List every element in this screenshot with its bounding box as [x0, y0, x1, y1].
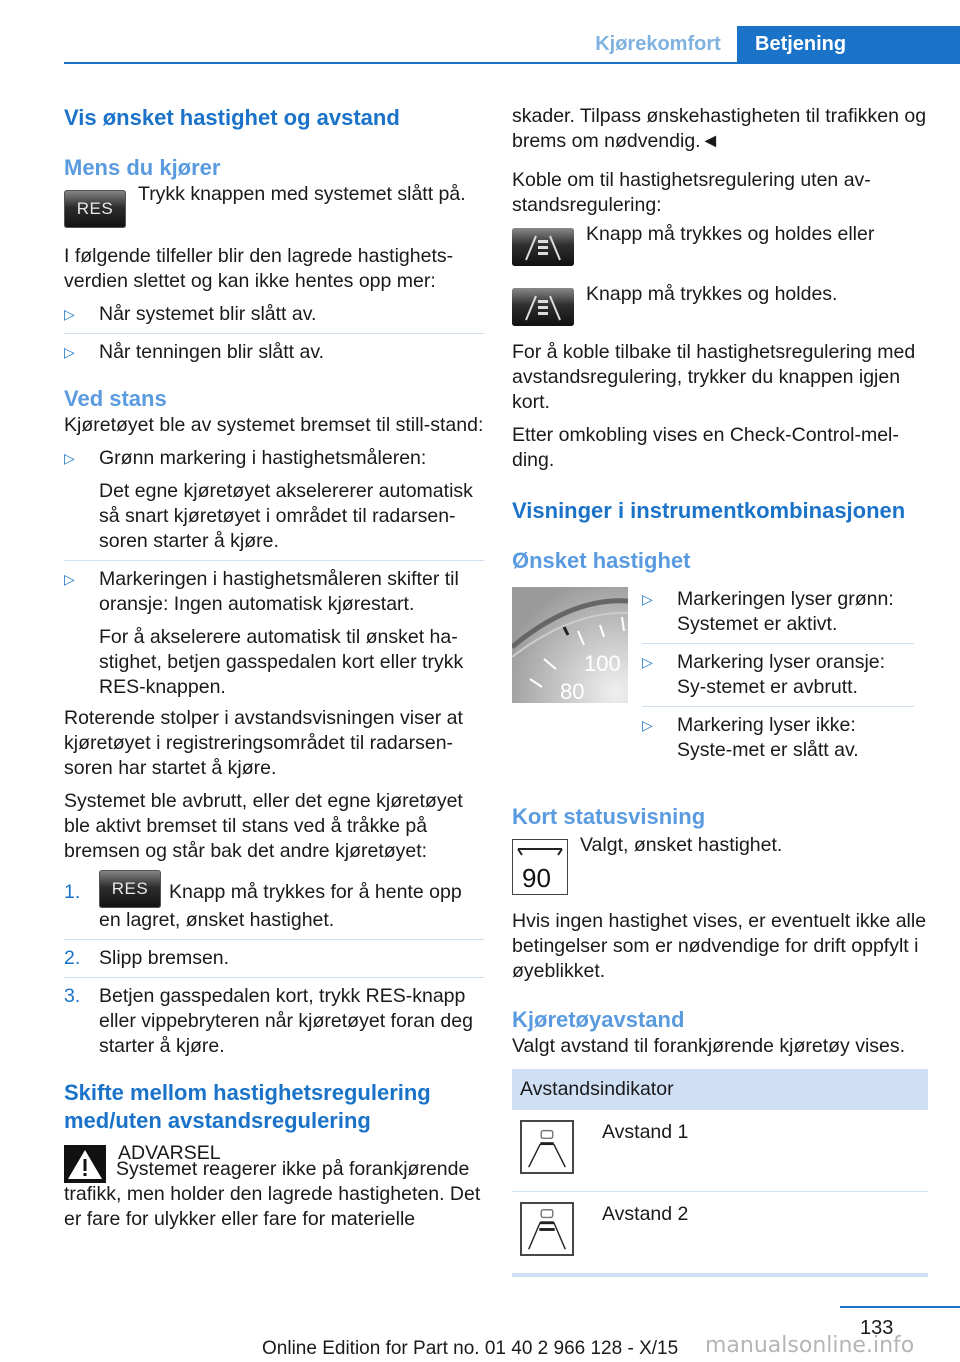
- heading-instrument-displays: Visninger i instrumentkombinasjonen: [512, 498, 906, 523]
- triangle-bullet-icon: ▷: [642, 717, 653, 733]
- header-rule: [64, 62, 960, 64]
- speedometer-icon: [512, 587, 628, 703]
- res-button-icon: RES: [64, 190, 126, 228]
- distance-2-icon: [520, 1202, 574, 1256]
- distance-1-label: Avstand 1: [594, 1110, 928, 1192]
- acc-button-row-1: [512, 223, 930, 266]
- distance-button-icon: [512, 288, 574, 326]
- no-speed-text: Hvis ingen hastighet vises, er eventuelt ikke alle betingelser som er nødvendige for drift oppfylt i øyeblikket.: [512, 910, 927, 982]
- distance-button-icon: [512, 228, 574, 266]
- speedo-label-80: 80: [560, 679, 585, 703]
- warning-continuation: skader. Tilpass ønskehastigheten til trafikken og brems om nødvendig.◄: [512, 105, 927, 152]
- res-press-text: Trykk knappen med systemet slått på.: [138, 183, 466, 205]
- status-row: [512, 834, 930, 895]
- distance-1-icon: [520, 1120, 574, 1174]
- table-row: [512, 1192, 928, 1276]
- triangle-bullet-icon: ▷: [642, 591, 653, 607]
- table-header: Avstandsindikator: [512, 1069, 928, 1110]
- triangle-bullet-icon: ▷: [64, 571, 75, 587]
- btn1-text: Knapp må trykkes og holdes eller: [586, 223, 875, 245]
- list-item: 1. RES Knapp må trykkes for å hente opp en lagret, ønsket hastighet.: [64, 880, 484, 940]
- triangle-bullet-icon: ▷: [64, 344, 75, 360]
- distance-2-label: Avstand 2: [594, 1192, 928, 1276]
- triangle-bullet-icon: ▷: [64, 450, 75, 466]
- table-row: [512, 1110, 928, 1192]
- heading-show-speed-distance: Vis ønsket hastighet og avstand: [64, 105, 400, 130]
- edition-text: Online Edition for Part no. 01 40 2 966 128 - X/15: [262, 1338, 679, 1359]
- list-item: 2. Slipp bremsen.: [64, 946, 484, 978]
- desired-speed-block: [512, 587, 930, 763]
- left-column: [64, 100, 484, 1232]
- heading-while-driving: Mens du kjører: [64, 155, 221, 180]
- header-tab-kjorekomfort[interactable]: Kjørekomfort: [595, 33, 721, 55]
- list-item: ▷ Markeringen i hastighetsmåleren skifter til oransje: Ingen automatisk kjørestart. For å akselerere automatisk til ønsket ha-stighet, betjen gasspedalen kort eller trykk RES-knappen.: [64, 568, 464, 698]
- status-value: 90: [522, 863, 551, 893]
- status-text: Valgt, ønsket hastighet.: [580, 834, 783, 856]
- steps-list: [64, 880, 484, 1059]
- watermark: manualsonline.info: [705, 1333, 915, 1358]
- stop-intro: Kjøretøyet ble av systemet bremset til still-stand:: [64, 414, 484, 436]
- status-speed-icon: [512, 839, 568, 895]
- list-item: ▷ Markering lyser ikke: Syste-met er slått av.: [642, 714, 859, 761]
- heading-short-status: Kort statusvisning: [512, 804, 706, 829]
- btn2-text: Knapp må trykkes og holdes.: [586, 283, 838, 305]
- acc-button-row-2: [512, 283, 930, 326]
- cases-intro: I følgende tilfeller blir den lagrede hastighets-verdien slettet og kan ikke hentes opp mer:: [64, 245, 454, 292]
- list-item: ▷ Markering lyser oransje: Sy-stemet er avbrutt.: [642, 650, 914, 707]
- speedo-label-100: 100: [584, 651, 621, 676]
- warning-text: Systemet reagerer ikke på forankjørende trafikk, men holder den lagrede hastigheten. Det er fare for ulykker eller fare for materielle: [64, 1158, 481, 1230]
- switch-back-text: For å koble tilbake til hastighetsregulering med avstandsregulering, trykker du knappen igjen kort.: [512, 341, 916, 413]
- heading-desired-speed: Ønsket hastighet: [512, 548, 691, 573]
- right-column: [512, 100, 930, 1277]
- cases-list: [64, 302, 484, 365]
- distance-table: [512, 1069, 928, 1277]
- switch-off-intro: Koble om til hastighetsregulering uten av-standsregulering:: [512, 169, 871, 216]
- warning-triangle-icon: [64, 1145, 106, 1183]
- rotating-text: Roterende stolper i avstandsvisningen viser at kjøretøyet i registreringsområdet til radarsen-soren har startet å kjøre.: [64, 707, 463, 779]
- heading-vehicle-distance: Kjøretøyavstand: [512, 1007, 685, 1032]
- footer-rule: [840, 1306, 960, 1308]
- aborted-text: Systemet ble avbrutt, eller det egne kjøretøyet ble aktivt bremset til stans ved å tråkke på bremsen og står bak det andre kjøretøyet:: [64, 790, 463, 862]
- list-item: ▷ Når systemet blir slått av.: [64, 302, 484, 334]
- res-button-icon: RES: [99, 870, 161, 908]
- heading-switch-regulation: Skifte mellom hastighetsregulering med/uten avstandsregulering: [64, 1080, 431, 1133]
- heading-at-stop: Ved stans: [64, 386, 167, 411]
- marks-list: [642, 587, 914, 763]
- triangle-bullet-icon: ▷: [642, 654, 653, 670]
- page-number: 133: [860, 1317, 894, 1339]
- distance-intro: Valgt avstand til forankjørende kjøretøy vises.: [512, 1035, 906, 1057]
- triangle-bullet-icon: ▷: [64, 306, 75, 322]
- stop-list: [64, 446, 484, 700]
- warning-title: ADVARSEL: [118, 1142, 221, 1164]
- list-item: ▷ Når tenningen blir slått av.: [64, 341, 325, 363]
- list-item: 3. Betjen gasspedalen kort, trykk RES-knapp eller vippebryteren når kjøretøyet foran deg starter å kjøre.: [64, 985, 473, 1057]
- list-item: ▷ Markeringen lyser grønn: Systemet er aktivt.: [642, 587, 914, 644]
- res-row: [64, 183, 484, 228]
- after-switch-text: Etter omkobling vises en Check-Control-mel-ding.: [512, 424, 899, 471]
- list-item: ▷ Grønn markering i hastighetsmåleren: Det egne kjøretøyet akselererer automatisk så snart kjøretøyet i området til radarsen-soren starter å kjøre.: [64, 446, 484, 561]
- header-tab-betjening[interactable]: Betjening: [737, 26, 960, 62]
